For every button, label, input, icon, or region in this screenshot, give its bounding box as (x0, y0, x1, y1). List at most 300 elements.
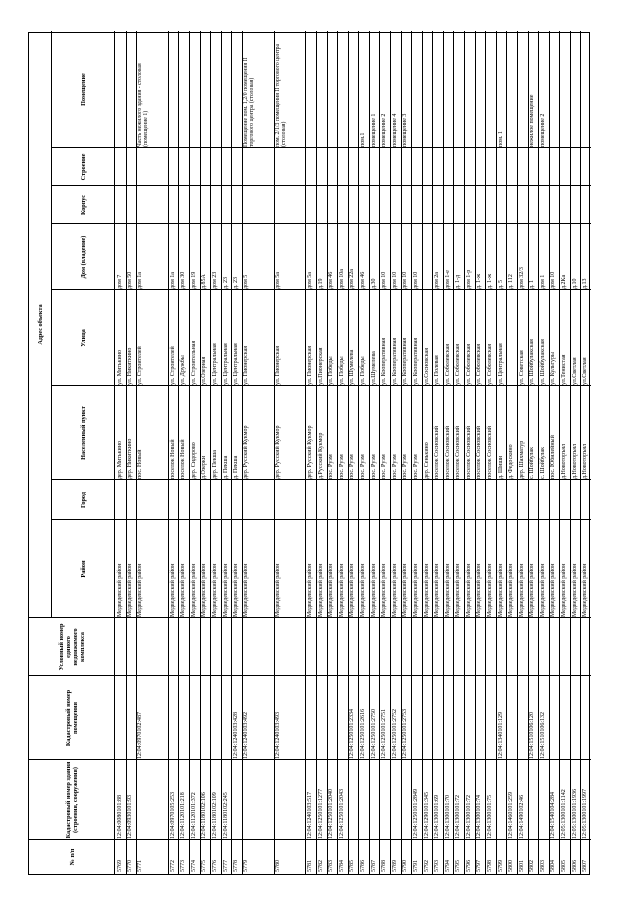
cell-cad-room (200, 678, 211, 760)
table-row (528, 31, 539, 874)
cell-room (453, 33, 464, 148)
cell-cad-room (453, 678, 464, 760)
cell-korpus (549, 188, 560, 224)
cell-cond (411, 620, 422, 676)
column-divider (115, 675, 591, 676)
column-divider (115, 385, 591, 386)
cell-district: Медведевский район (487, 563, 493, 617)
cell-room (305, 33, 316, 148)
cell-house: д. 5 (497, 279, 504, 289)
cell-stroenie (369, 150, 380, 186)
cell-district: Медведевский район (116, 563, 123, 617)
cell-locality: д.Новоторъял (571, 444, 578, 479)
cell-house: дом 30 (180, 271, 187, 289)
cell-cad-building (358, 762, 369, 840)
table-row (136, 31, 168, 874)
cell-house: дом 5а (307, 272, 314, 289)
table-row (316, 31, 327, 874)
cell-cond (136, 620, 168, 676)
cell-cad-room (221, 678, 232, 760)
cell-num: 5771 (137, 860, 144, 872)
cell-room (580, 33, 591, 148)
cell-num: 5792 (423, 860, 430, 872)
column-divider (115, 479, 591, 480)
cell-cond (316, 620, 327, 676)
cell-room (231, 33, 242, 148)
cell-cond (189, 620, 200, 676)
cell-num: 5796 (465, 860, 472, 872)
cell-cad-building: 12:04:1300101:69 (434, 794, 441, 839)
cell-num: 5802 (529, 860, 536, 872)
cell-cad-room (464, 678, 475, 760)
cell-cad-room (549, 678, 560, 760)
table-row (485, 31, 496, 874)
cell-city (411, 482, 422, 520)
cell-house: дом 1 (539, 274, 546, 289)
cell-district: Медведевский район (274, 563, 281, 617)
cell-cad-building: 12:04:1460101:259 (508, 791, 515, 839)
cell-house: дом 46 (360, 271, 367, 289)
cell-room (464, 33, 475, 148)
cell-stroenie (126, 150, 137, 186)
cell-cond (443, 620, 454, 676)
cell-cad-room: 12:04:1510106:120 (529, 711, 536, 759)
cell-city (528, 482, 539, 520)
cell-num: 5778 (233, 860, 240, 872)
cell-street: ул. Пионерская (307, 345, 314, 385)
cell-district: Медведевский район (211, 563, 218, 617)
cell-cad-room (178, 678, 189, 760)
cell-cad-room (327, 678, 338, 760)
cell-district: Медведевский район (508, 563, 515, 617)
cell-stroenie (538, 150, 549, 186)
header-column-divider (29, 617, 115, 618)
cell-cad-room (580, 678, 591, 760)
table-row (549, 31, 560, 874)
cell-locality: пос. Руэм (370, 454, 377, 479)
header-room: Помещение (79, 73, 87, 106)
cell-cad-room (210, 678, 221, 760)
cell-street: ул. Кооперативная (381, 337, 388, 385)
cell-korpus (559, 188, 570, 224)
cell-korpus (305, 188, 316, 224)
cell-num: 5779 (242, 860, 249, 872)
table-row (274, 31, 306, 874)
cell-street: ул.Светлая (571, 357, 578, 385)
cell-house: дом 10 (412, 271, 419, 289)
table-row (401, 31, 412, 874)
cell-stroenie (432, 150, 443, 186)
cell-cad-room: 12:04:1250101:2750 (370, 708, 377, 759)
cell-house: дом 5а (274, 272, 281, 289)
cell-street: ул. Культуры (550, 351, 557, 385)
cell-num: 5781 (307, 860, 314, 872)
header-column-divider (29, 675, 115, 676)
cell-locality: поселок Новый (169, 439, 176, 479)
table-row (231, 31, 242, 874)
cell-num: 5793 (434, 860, 441, 872)
cell-district: Медведевский район (444, 563, 451, 617)
cell-cad-building: 12:04:1300101:74 (476, 794, 483, 839)
cell-cad-building: 12:04:1180102:109 (211, 792, 218, 839)
cell-district: Медведевский район (434, 563, 441, 617)
cell-cad-room (316, 678, 327, 760)
cell-city (580, 482, 591, 520)
cell-street: ул. Кооперативная (412, 337, 419, 385)
cell-cad-building: 12:04:1540104:284 (550, 791, 557, 839)
cell-stroenie (136, 150, 168, 186)
cell-room: пом. 1 (497, 131, 504, 147)
cell-cad-room (115, 678, 126, 760)
cell-cond (348, 620, 359, 676)
cell-cad-building: 12:04:1180102:245 (222, 792, 229, 839)
cell-cad-room (485, 678, 496, 760)
cell-num: 5805 (561, 860, 568, 872)
cell-num: 5806 (571, 860, 578, 872)
cell-cad-room: 12:04:1250101:2616 (360, 708, 367, 759)
cell-cond (358, 620, 369, 676)
cell-locality: д.Новоторъял (582, 444, 589, 479)
cell-locality: дер. Русский Кукмор (242, 425, 249, 479)
cell-city (506, 482, 517, 520)
cell-num: 5803 (539, 860, 546, 872)
cell-district: Медведевский район (190, 563, 197, 617)
cell-cond (580, 620, 591, 676)
table-row (210, 31, 221, 874)
cell-district: Медведевский район (360, 563, 367, 617)
cell-district: Медведевский район (402, 563, 409, 617)
cell-house: д. 1-д (455, 274, 462, 289)
cell-cad-room (189, 678, 200, 760)
cell-house: дом 1-е (444, 270, 451, 289)
cell-cond (337, 620, 348, 676)
cell-city (443, 482, 454, 520)
cell-house: дом 22а (349, 269, 356, 289)
cell-stroenie (517, 150, 528, 186)
cell-stroenie (274, 150, 306, 186)
cell-cad-room: 12:04:0970102:487 (137, 711, 144, 759)
cell-cad-building: 12:04:1250101:2043 (338, 788, 345, 839)
cell-num: 5800 (508, 860, 515, 872)
cell-district: Медведевский район (222, 563, 229, 617)
table-row (559, 31, 570, 874)
cell-street: ул. Шумелева (349, 349, 356, 385)
cell-stroenie (189, 150, 200, 186)
cell-house: дом 10 (402, 271, 409, 289)
cell-district: Медведевский район (518, 563, 525, 617)
cell-district: Медведевский район (307, 563, 314, 617)
cell-cond (549, 620, 560, 676)
cell-cad-building: 12:04:1300101:72 (455, 794, 462, 839)
cell-cad-building: 12:04:1490102:46 (518, 794, 525, 839)
cell-house: д.13 (582, 278, 589, 289)
cell-street: ул.Светлая (582, 357, 589, 385)
cell-room (115, 33, 126, 148)
cell-room: помещение 4 (391, 113, 398, 147)
column-divider (115, 185, 591, 186)
cell-city (136, 482, 168, 520)
cell-district: Медведевский район (338, 563, 345, 617)
cell-stroenie (475, 150, 486, 186)
cell-cad-building: 12:04:1290101:345 (423, 791, 430, 839)
cell-num: 5788 (381, 860, 388, 872)
table-row (506, 31, 517, 874)
cell-stroenie (464, 150, 475, 186)
cell-room: помещение 3 (402, 113, 409, 147)
cell-district: Медведевский район (370, 563, 377, 617)
cell-house: дом 46 (328, 271, 335, 289)
cell-cad-building: 12:04:1250101:1277 (317, 788, 324, 839)
cell-cad-building (136, 762, 168, 840)
cell-cad-building: 12:04:0970105:253 (169, 791, 176, 839)
cell-locality: пос. Руэм (360, 454, 367, 479)
cell-city (475, 482, 486, 520)
cell-city (369, 482, 380, 520)
cell-cond (231, 620, 242, 676)
cell-locality: дер. Русский Кукмор (274, 425, 281, 479)
cell-cad-room (411, 678, 422, 760)
cell-num: 5790 (402, 860, 409, 872)
cell-house: дом 1-р (465, 269, 472, 289)
cell-locality: пос. Руэм (349, 454, 356, 479)
cell-room (189, 33, 200, 148)
cell-room (506, 33, 517, 148)
cell-house: д. 1-ж (476, 273, 483, 289)
cell-locality: пос. Руэм (328, 454, 335, 479)
cell-num: 5780 (274, 860, 281, 872)
cell-cad-building (274, 762, 306, 840)
cell-stroenie (549, 150, 560, 186)
cell-room (168, 33, 179, 148)
table-body (115, 31, 591, 874)
cell-cad-room: 12:04:1250101:2334 (349, 708, 356, 759)
cell-cond (379, 620, 390, 676)
cell-cad-room (559, 678, 570, 760)
cell-locality: поселок Сосновский (476, 426, 483, 479)
cell-street: ул. Строителей (169, 346, 176, 385)
cell-stroenie (528, 150, 539, 186)
cell-city (453, 482, 464, 520)
cell-street: ул.Тенистая (561, 354, 568, 385)
cell-house: д.19 (317, 278, 324, 289)
cell-korpus (337, 188, 348, 224)
cell-cad-building: 12:04:1300101:72 (465, 794, 472, 839)
cell-room (549, 33, 560, 148)
cell-cond (559, 620, 570, 676)
cell-city (189, 482, 200, 520)
cell-house: дом 32/3 (518, 267, 525, 289)
header-column-divider (51, 185, 115, 186)
cell-room (411, 33, 422, 148)
cell-locality: дер. Шахматур (518, 440, 525, 479)
cell-cad-room (126, 678, 137, 760)
cell-street: ул. Победы (338, 356, 345, 385)
cell-locality: пос. Руэм (391, 454, 398, 479)
header-column-divider (51, 147, 115, 148)
cell-num: 5786 (360, 860, 367, 872)
cell-cad-building (379, 762, 390, 840)
cell-stroenie (168, 150, 179, 186)
cell-stroenie (337, 150, 348, 186)
cell-locality: пос. Новый (137, 449, 144, 479)
header-street: Улица (79, 329, 87, 347)
cell-street: ул. Строителей (137, 346, 144, 385)
cell-room: помещение 2 (539, 113, 546, 147)
table-row (580, 31, 591, 874)
cell-cad-room: 12:04:1240103:492 (242, 711, 249, 759)
cell-korpus (115, 188, 126, 224)
cell-korpus (348, 188, 359, 224)
cell-num: 5798 (487, 860, 493, 872)
cell-house: дом 10а (338, 269, 345, 289)
table-row (200, 31, 211, 874)
cell-street: ул. Центральная (211, 343, 218, 385)
cell-district: Медведевский район (550, 563, 557, 617)
cell-stroenie (559, 150, 570, 186)
cell-house: дом 10 (391, 271, 398, 289)
cell-stroenie (348, 150, 359, 186)
cell-city (464, 482, 475, 520)
cell-korpus (358, 188, 369, 224)
cell-korpus (327, 188, 338, 224)
cell-num: 5772 (169, 860, 176, 872)
cell-district: Медведевский район (349, 563, 356, 617)
cell-stroenie (570, 150, 581, 186)
cell-cad-room: 12:04:1240103:493 (274, 711, 281, 759)
cell-locality: дер. Русский Кукмор (307, 425, 314, 479)
cell-street: ул. Кооперативная (402, 337, 409, 385)
cell-korpus (168, 188, 179, 224)
cell-num: 5797 (476, 860, 483, 872)
cell-cad-building: 12:04:1180102:106 (201, 792, 208, 839)
cell-house: д. 23 (222, 276, 229, 289)
cell-street: ул.Шумелева (370, 351, 377, 385)
cell-city (496, 482, 507, 520)
cell-num: 5801 (518, 860, 525, 872)
cell-cond (242, 620, 274, 676)
table-row (115, 31, 126, 874)
cell-stroenie (115, 150, 126, 186)
cell-cad-room (506, 678, 517, 760)
cell-city (168, 482, 179, 520)
cell-cond (453, 620, 464, 676)
cell-num: 5783 (328, 860, 335, 872)
cell-locality: поселок Сосновский (465, 426, 472, 479)
cell-street: ул. Центральная (222, 343, 229, 385)
cell-korpus (316, 188, 327, 224)
header-column-divider (51, 479, 115, 480)
cell-cad-room (168, 678, 179, 760)
cell-room: Часть нежилого здания - столовая (помещение 1) (137, 63, 150, 147)
cell-num: 5799 (497, 860, 504, 872)
cell-room (327, 33, 338, 148)
cell-district: Медведевский район (317, 563, 324, 617)
cell-stroenie (327, 150, 338, 186)
cell-city (221, 482, 232, 520)
cell-cond (210, 620, 221, 676)
cell-korpus (485, 188, 496, 224)
cell-cad-building: 12:04:1300101:70 (444, 794, 451, 839)
cell-korpus (221, 188, 232, 224)
cell-cond (390, 620, 401, 676)
cell-cond (432, 620, 443, 676)
cell-num: 5770 (127, 860, 134, 872)
cell-stroenie (453, 150, 464, 186)
cell-district: Медведевский район (180, 563, 187, 617)
cell-room: помещение 1 (370, 113, 377, 147)
cell-cond (200, 620, 211, 676)
cell-korpus (443, 188, 454, 224)
cell-house: дом 10 (381, 271, 388, 289)
cell-stroenie (242, 150, 274, 186)
cell-city (538, 482, 549, 520)
cell-cad-building: 12:04:1120101:218 (180, 792, 187, 839)
column-divider (115, 617, 591, 618)
header-cond-num: Условный номер единого недвижимого комплекса (58, 623, 86, 671)
cell-room (221, 33, 232, 148)
cell-korpus (411, 188, 422, 224)
cell-locality: пос. Руэм (338, 454, 345, 479)
cell-cond (401, 620, 412, 676)
cell-city (549, 482, 560, 520)
cell-cond (178, 620, 189, 676)
cell-room (517, 33, 528, 148)
cell-cad-room (337, 678, 348, 760)
cell-cad-building (401, 762, 412, 840)
table-row (358, 31, 369, 874)
cell-locality: д.Озерки (201, 455, 208, 479)
cell-locality: поселок Сосновский (444, 426, 451, 479)
cell-num: 5773 (180, 860, 187, 872)
cell-num: 5804 (550, 860, 557, 872)
cell-locality: д. Федоскино (508, 444, 515, 479)
cell-cad-room (422, 678, 433, 760)
cell-street: ул. Кооперативная (391, 337, 398, 385)
cell-city (348, 482, 359, 520)
cell-district: Медведевский район (582, 563, 589, 617)
cell-house (422, 226, 433, 290)
cell-cad-building (538, 762, 549, 840)
cell-stroenie (231, 150, 242, 186)
cell-locality: с. Шойбулак (529, 446, 536, 479)
cell-cond (126, 620, 137, 676)
cell-district: Медведевский район (529, 563, 536, 617)
cell-cond (422, 620, 433, 676)
cell-city (316, 482, 327, 520)
cell-street: ул. Соболевская (444, 343, 451, 385)
cell-korpus (390, 188, 401, 224)
cell-korpus (528, 188, 539, 224)
table-row (411, 31, 422, 874)
cell-street: ул. Соболевская (476, 343, 483, 385)
cell-korpus (369, 188, 380, 224)
header-column-divider (29, 839, 115, 840)
cell-room (348, 33, 359, 148)
cell-korpus (517, 188, 528, 224)
cell-street: ул. Никиткино (127, 347, 134, 385)
cell-house: дом 1а (137, 272, 144, 289)
header-column-divider (51, 289, 115, 290)
cell-korpus (432, 188, 443, 224)
cell-korpus (231, 188, 242, 224)
cell-street (506, 292, 517, 386)
cell-korpus (453, 188, 464, 224)
table-row (189, 31, 200, 874)
cell-street: ул. Победы (360, 356, 367, 385)
cell-korpus (475, 188, 486, 224)
cell-korpus (506, 188, 517, 224)
cell-cond (327, 620, 338, 676)
